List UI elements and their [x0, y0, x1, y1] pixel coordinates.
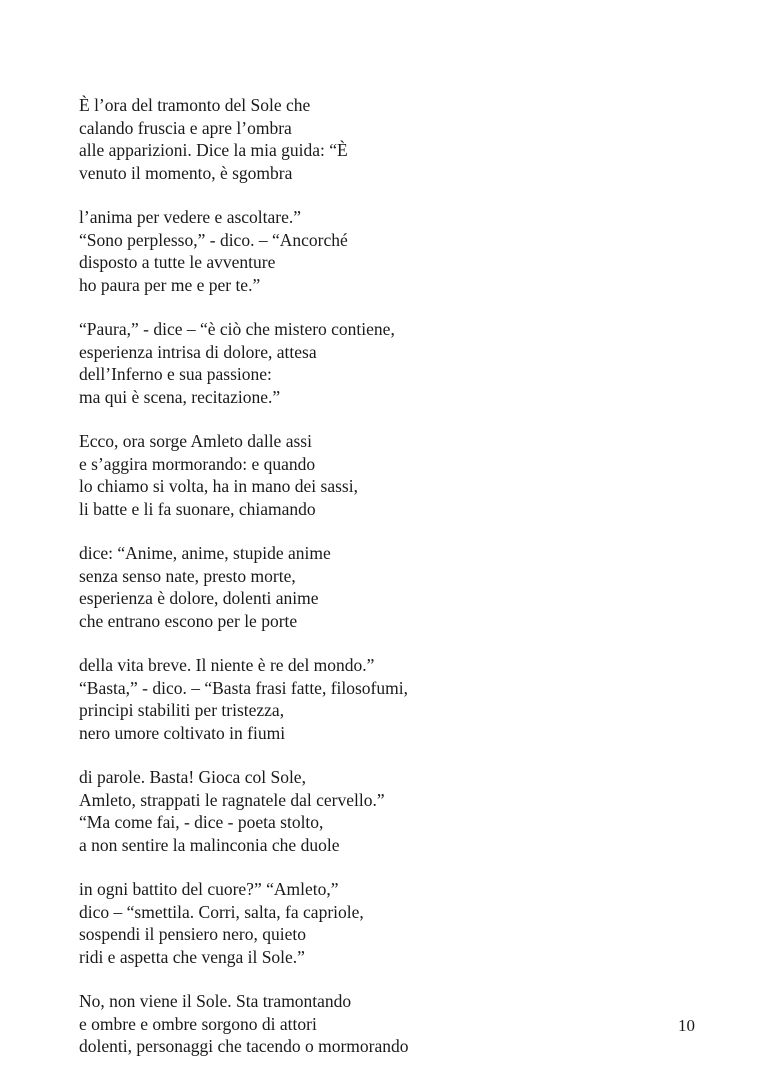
poem-line: della vita breve. Il niente è re del mondo.”	[79, 655, 375, 675]
poem-line: “Ma come fai, - dice - poeta stolto,	[79, 812, 324, 832]
stanza	[79, 542, 408, 632]
poem-line: in ogni battito del cuore?” “Amleto,”	[79, 879, 339, 899]
poem-line: dolenti, personaggi che tacendo o mormorando	[79, 1036, 409, 1056]
stanza	[79, 206, 408, 296]
poem-line: e ombre e ombre sorgono di attori	[79, 1013, 317, 1034]
poem-line: ridi e aspetta che venga il Sole.”	[79, 946, 305, 967]
poem-line: “Basta,” - dico. – “Basta frasi fatte, filosofumi,	[79, 677, 408, 698]
poem-line: disposto a tutte le avventure	[79, 252, 276, 272]
stanza	[79, 654, 408, 744]
stanza	[79, 94, 408, 184]
poem-line: No, non viene il Sole. Sta tramontando	[79, 991, 352, 1011]
poem-line: nero umore coltivato in fiumi	[79, 722, 286, 743]
stanza	[79, 430, 408, 520]
poem-line: sospendi il pensiero nero, quieto	[79, 924, 306, 944]
poem-line: venuto il momento, è sgombra	[79, 162, 293, 183]
poem-line: dice: “Anime, anime, stupide anime	[79, 543, 331, 563]
page-number: 10	[678, 1016, 695, 1035]
poem-line: e s’aggira mormorando: e quando	[79, 453, 316, 474]
poem-line: ma qui è scena, recitazione.”	[79, 386, 281, 407]
poem-line: esperienza intrisa di dolore, attesa	[79, 341, 317, 362]
poem-line: senza senso nate, presto morte,	[79, 565, 296, 586]
poem-line: È l’ora del tramonto del Sole che	[79, 95, 311, 115]
poem-line: l’anima per vedere e ascoltare.”	[79, 207, 302, 227]
poem-line: calando fruscia e apre l’ombra	[79, 117, 292, 138]
stanza	[79, 766, 408, 856]
poem-line: “Paura,” - dice – “è ciò che mistero contiene,	[79, 319, 395, 339]
poem-line: di parole. Basta! Gioca col Sole,	[79, 767, 306, 787]
poem-line: esperienza è dolore, dolenti anime	[79, 588, 319, 608]
poem-line: a non sentire la malinconia che duole	[79, 834, 340, 855]
poem-line: Amleto, strappati le ragnatele dal cervello.”	[79, 789, 385, 810]
poem-line: li batte e li fa suonare, chiamando	[79, 498, 316, 519]
poem-line: alle apparizioni. Dice la mia guida: “È	[79, 140, 348, 160]
poem-line: Ecco, ora sorge Amleto dalle assi	[79, 431, 312, 451]
stanza	[79, 990, 408, 1058]
poem-line: lo chiamo si volta, ha in mano dei sassi,	[79, 476, 358, 496]
poem-line: ho paura per me e per te.”	[79, 274, 261, 295]
poem-line: che entrano escono per le porte	[79, 610, 298, 631]
poem-line: dico – “smettila. Corri, salta, fa capriole,	[79, 901, 364, 922]
poem-line: “Sono perplesso,” - dico. – “Ancorché	[79, 229, 348, 250]
poem-line: dell’Inferno e sua passione:	[79, 364, 272, 384]
poem-line: principi stabiliti per tristezza,	[79, 700, 285, 720]
stanza	[79, 878, 408, 968]
stanza	[79, 318, 408, 408]
poem-body	[79, 94, 408, 1058]
